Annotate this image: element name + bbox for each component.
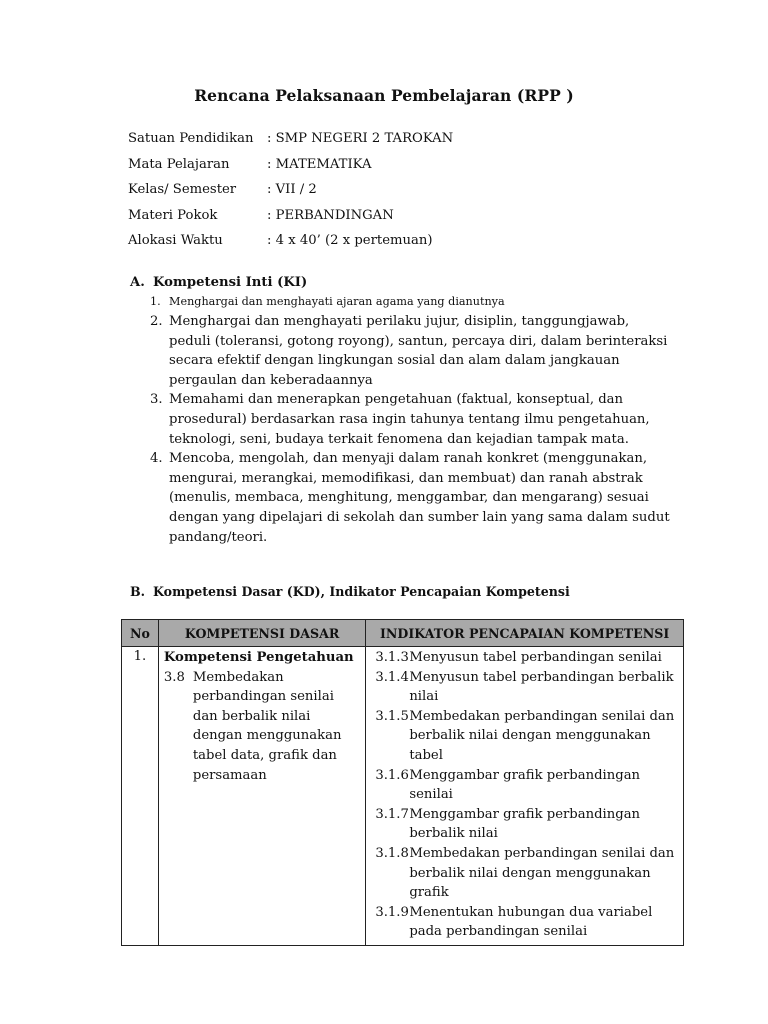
identity-key: Mata Pelajaran xyxy=(128,156,230,172)
indicator-text: Menggambar grafik perbandingan berbalik nilai xyxy=(409,806,641,842)
indicator-number: 3.1.6 xyxy=(375,767,409,783)
indicator-number: 3.1.8 xyxy=(375,845,409,861)
cell-kompetensi-dasar xyxy=(158,647,365,946)
indicator-text: Membedakan perbandingan senilai dan berbalik nilai dengan menggunakan tabel xyxy=(409,708,675,763)
list-item xyxy=(150,312,670,390)
cell-no: 1. xyxy=(122,647,159,946)
kd-heading: Kompetensi Pengetahuan xyxy=(163,650,354,665)
cell-indikator xyxy=(366,647,684,946)
list-item xyxy=(150,390,670,449)
identity-value: : 4 x 40’ (2 x pertemuan) xyxy=(267,233,433,248)
indicator-number: 3.1.9 xyxy=(375,904,409,920)
header-no: No xyxy=(122,620,159,647)
identity-key: Kelas/ Semester xyxy=(128,182,237,197)
indicator-text: Menyusun tabel perbandingan berbalik nilai xyxy=(409,669,674,705)
indicator-text: Menentukan hubungan dua variabel pada perbandingan senilai xyxy=(409,904,653,940)
item-number: 3. xyxy=(150,392,163,408)
competency-table xyxy=(121,619,684,946)
ki-list xyxy=(150,293,670,547)
list-item xyxy=(150,449,670,547)
list-item xyxy=(150,293,670,310)
indicator-number: 3.1.4 xyxy=(375,669,409,685)
section-title: Kompetensi Inti (KI) xyxy=(153,275,308,290)
kd-number: 3.8 xyxy=(163,669,185,685)
indicator-item xyxy=(375,648,677,668)
indicator-number: 3.1.3 xyxy=(375,650,409,665)
indicator-text: Membedakan perbandingan senilai dan berbalik nilai dengan menggunakan grafik xyxy=(409,845,675,901)
identity-key: Alokasi Waktu xyxy=(128,233,223,248)
indicator-number: 3.1.7 xyxy=(375,806,409,822)
item-number: 4. xyxy=(150,451,163,467)
indicator-item xyxy=(375,668,677,707)
indicator-item xyxy=(375,844,677,903)
section-b-heading xyxy=(130,584,570,599)
identity-key: Satuan Pendidikan xyxy=(128,131,254,146)
section-a-heading xyxy=(130,275,307,290)
indicator-item xyxy=(375,805,677,844)
identity-value: : PERBANDINGAN xyxy=(267,207,394,223)
indicator-item xyxy=(375,903,677,942)
section-letter: B. xyxy=(130,584,146,599)
table-header-row xyxy=(122,620,684,647)
kd-item xyxy=(164,668,361,786)
kd-text: Membedakan perbandingan senilai dan berbalik nilai dengan menggunakan tabel data, grafik dan persamaan xyxy=(192,669,342,783)
item-number: 1. xyxy=(150,295,161,308)
identity-value: : VII / 2 xyxy=(267,182,317,197)
section-title: Kompetensi Dasar (KD), Indikator Pencapaian Kompetensi xyxy=(153,584,570,599)
header-indikator: INDIKATOR PENCAPAIAN KOMPETENSI xyxy=(366,620,684,647)
header-kompetensi-dasar: KOMPETENSI DASAR xyxy=(158,620,365,647)
identity-key: Materi Pokok xyxy=(128,207,218,223)
table-row xyxy=(122,647,684,946)
identity-value: : SMP NEGERI 2 TAROKAN xyxy=(267,131,454,146)
indicator-item xyxy=(375,766,677,805)
document-title: Rencana Pelaksanaan Pembelajaran (RPP ) xyxy=(194,86,574,105)
indicator-item xyxy=(375,707,677,766)
identity-value: : MATEMATIKA xyxy=(267,156,372,172)
indicator-text: Menyusun tabel perbandingan senilai xyxy=(409,650,662,665)
indicator-number: 3.1.5 xyxy=(375,708,409,724)
item-text: Menghargai dan menghayati ajaran agama yang dianutnya xyxy=(169,295,505,308)
section-letter: A. xyxy=(130,275,145,290)
item-text: Menghargai dan menghayati perilaku jujur, disiplin, tanggungjawab, peduli (toleransi, gotong royong), santun, percaya diri, dalam berinteraksi secara efektif dengan lingkungan sosial dan alam dalam jangkauan pergaulan dan keberadaannya xyxy=(169,314,668,388)
item-number: 2. xyxy=(150,314,163,329)
item-text: Mencoba, mengolah, dan menyaji dalam ranah konkret (menggunakan, mengurai, merangkai, memodifikasi, dan membuat) dan ranah abstrak (menulis, membaca, menghitung, menggambar, dan mengarang) sesuai dengan yang dipelajari di sekolah dan sumber lain yang sama dalam sudut pandang/teori. xyxy=(169,451,670,545)
indicator-text: Menggambar grafik perbandingan senilai xyxy=(409,767,641,803)
item-text: Memahami dan menerapkan pengetahuan (faktual, konseptual, dan prosedural) berdasarkan rasa ingin tahunya tentang ilmu pengetahuan, teknologi, seni, budaya terkait fenomena dan kejadian tampak mata. xyxy=(169,392,650,447)
